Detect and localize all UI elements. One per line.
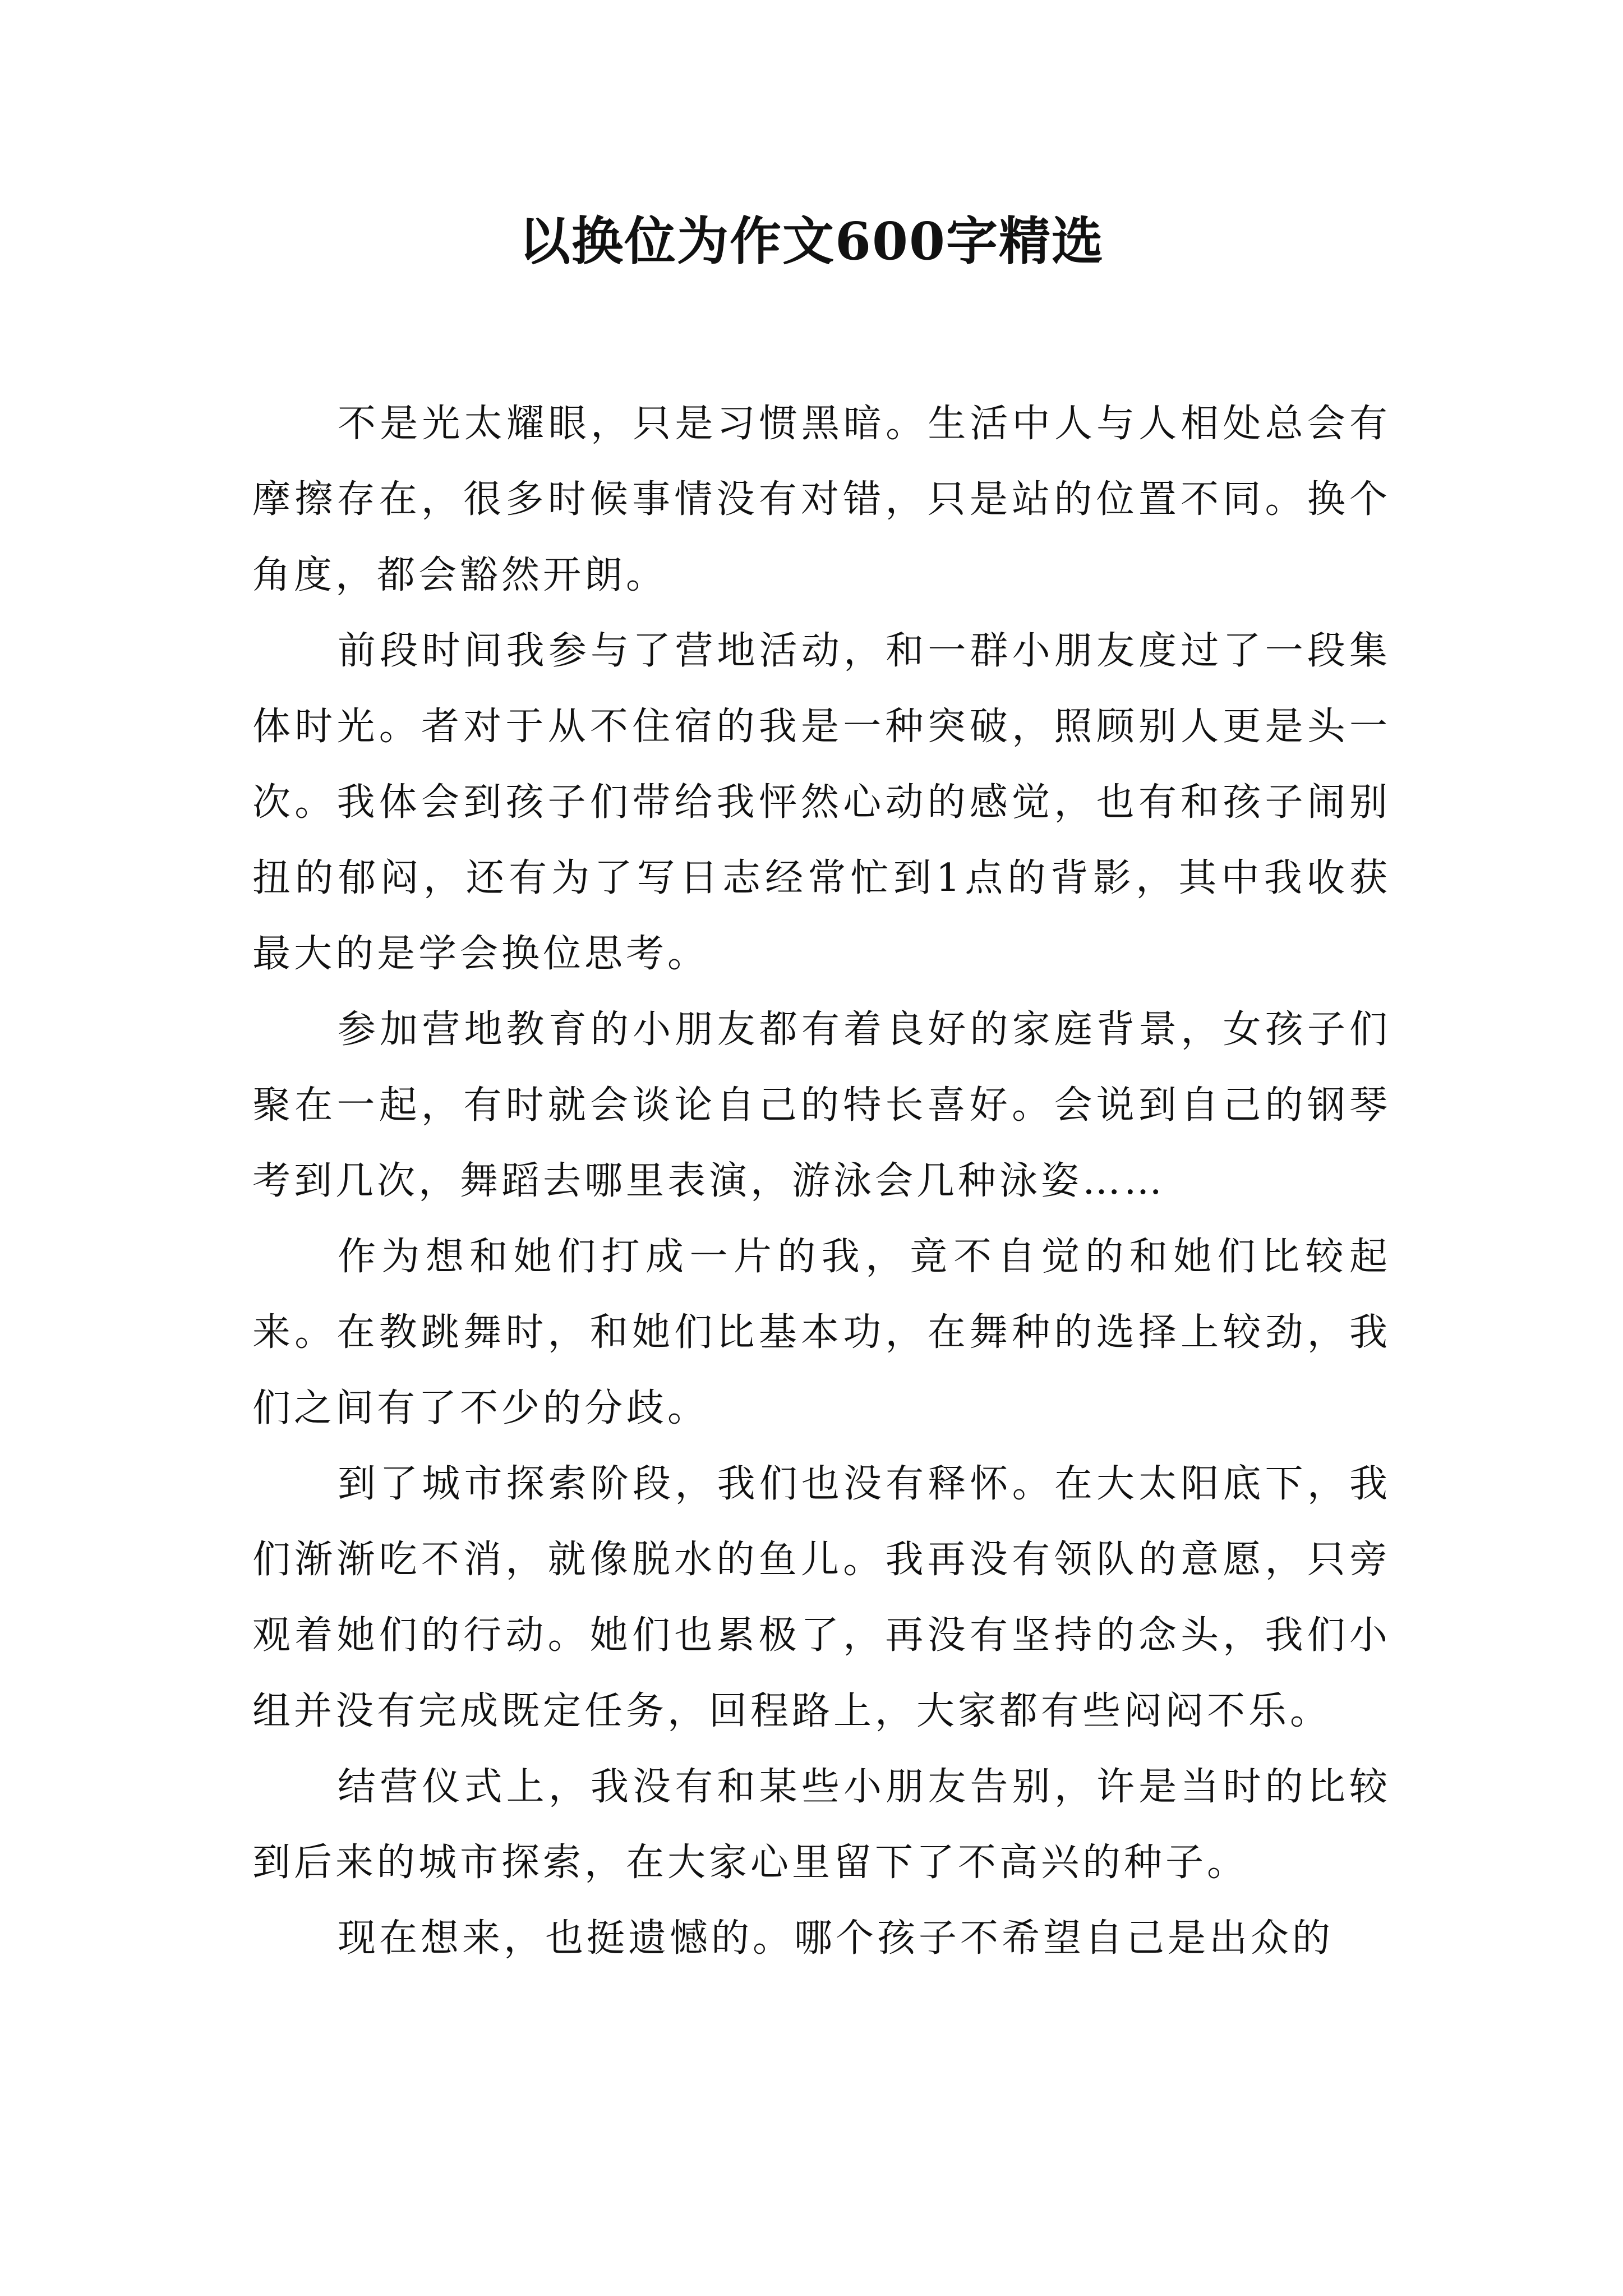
- paragraph: 结营仪式上，我没有和某些小朋友告别，许是当时的比较到后来的城市探索，在大家心里留下了不高兴的种子。: [252, 1765, 1391, 1885]
- paragraph: 不是光太耀眼，只是习惯黑暗。生活中人与人相处总会有摩擦存在，很多时候事情没有对错，只是站的位置不同。换个角度，都会豁然开朗。: [252, 402, 1391, 597]
- paragraph: 现在想来，也挺遗憾的。哪个孩子不希望自己是出众的: [338, 1916, 1334, 1961]
- document-body: [252, 386, 1391, 1976]
- paragraph: 到了城市探索阶段，我们也没有释怀。在大太阳底下，我们渐渐吃不消，就像脱水的鱼儿。我再没有领队的意愿，只旁观着她们的行动。她们也累极了，再没有坚持的念头，我们小组并没有完成既定任务，回程路上，大家都有些闷闷不乐。: [252, 1462, 1391, 1733]
- document-title: 以换位为作文600字精选: [518, 211, 1105, 272]
- paragraph: 前段时间我参与了营地活动，和一群小朋友度过了一段集体时光。者对于从不住宿的我是一种突破，照顾别人更是头一次。我体会到孩子们带给我怦然心动的感觉，也有和孩子闹别扭的郁闷，还有为了写日志经常忙到1点的背影，其中我收获最大的是学会换位思考。: [252, 629, 1391, 976]
- paragraph: 参加营地教育的小朋友都有着良好的家庭背景，女孩子们聚在一起，有时就会谈论自己的特长喜好。会说到自己的钢琴考到几次，舞蹈去哪里表演，游泳会几种泳姿……: [252, 1007, 1391, 1203]
- paragraph: 作为想和她们打成一片的我，竟不自觉的和她们比较起来。在教跳舞时，和她们比基本功，在舞种的选择上较劲，我们之间有了不少的分歧。: [252, 1235, 1391, 1430]
